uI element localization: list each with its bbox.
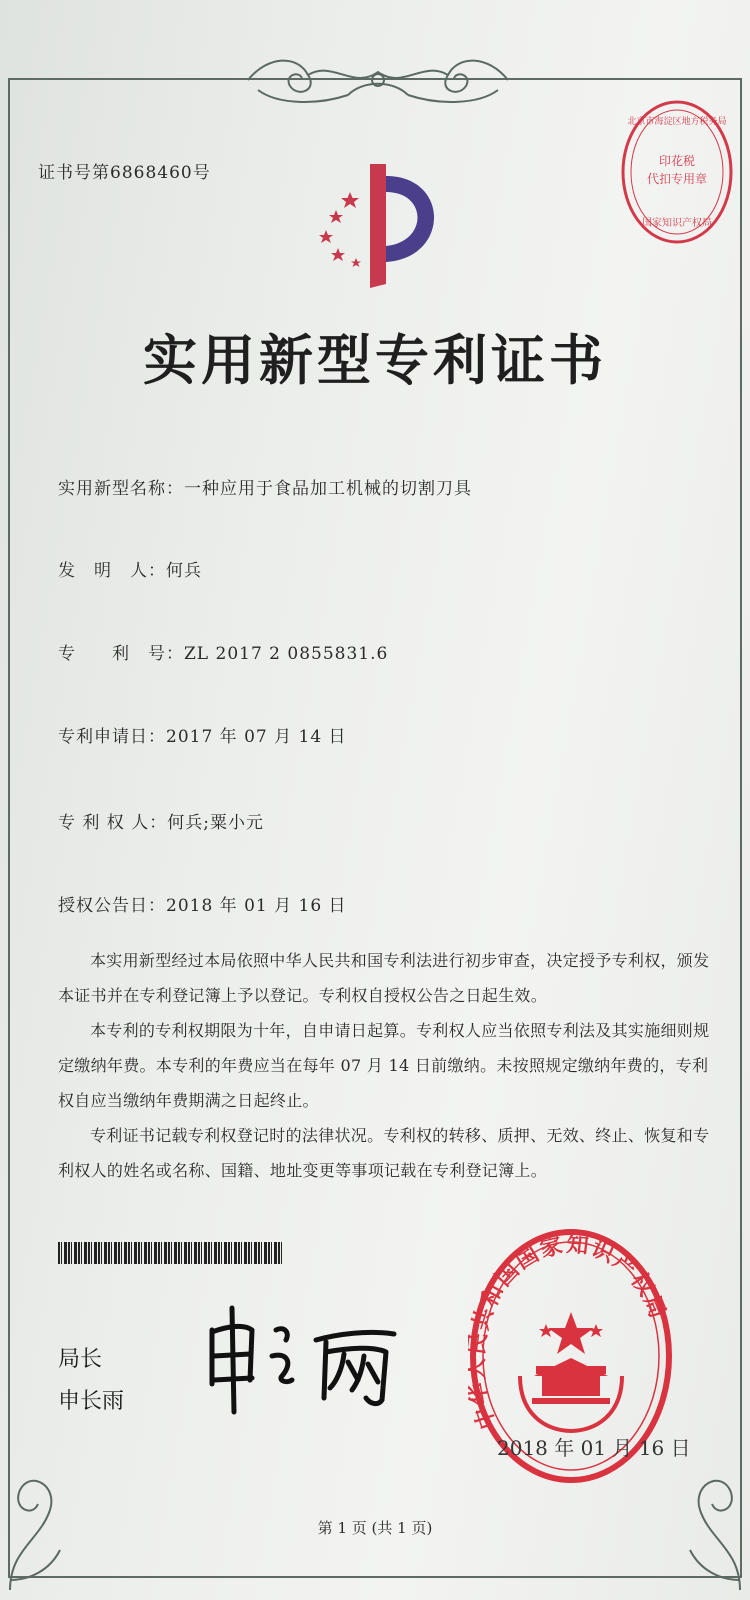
tax-stamp-outer-text: 北京市海淀区地方税务局 xyxy=(627,117,727,127)
certificate-body xyxy=(58,943,720,1188)
frame-right-line xyxy=(740,78,742,1578)
field-utility-model-name xyxy=(58,474,472,499)
seal-ring-text: 中华 共和国国家知识产权局 xyxy=(468,1232,671,1433)
field-value: 何兵 xyxy=(166,561,202,581)
field-label: 专利申请日： xyxy=(58,727,166,747)
tax-stamp-line-2: 代扣专用章 xyxy=(646,172,707,186)
field-value: 2017 年 07 月 14 日 xyxy=(166,727,347,747)
field-grant-date xyxy=(58,891,347,916)
field-inventor xyxy=(58,556,202,581)
field-patentee xyxy=(58,808,264,833)
field-patent-number xyxy=(58,639,388,664)
director-name: 申长雨 xyxy=(58,1389,125,1414)
page-number: 第 1 页 (共 1 页) xyxy=(317,1519,433,1537)
tax-stamp xyxy=(618,96,736,248)
top-ornament xyxy=(238,50,518,110)
tax-stamp-line-3: 国家知识产权局 xyxy=(642,218,712,229)
field-value: 2018 年 01 月 16 日 xyxy=(166,896,347,916)
body-paragraph-1: 本实用新型经过本局依照中华人民共和国专利法进行初步审查，决定授予专利权，颁发本证书并在专利登记簿上予以登记。专利权自授权公告之日起生效。 xyxy=(58,951,710,1005)
field-application-date xyxy=(58,722,347,747)
field-label: 实用新型名称： xyxy=(58,479,184,499)
field-value: ZL 2017 2 0855831.6 xyxy=(184,644,389,664)
field-label: 专 利 权 人： xyxy=(58,813,168,833)
frame-left-line xyxy=(8,78,10,1578)
director-title: 局长 xyxy=(58,1347,103,1372)
certificate-number: 证书号第6868460号 xyxy=(38,163,211,183)
body-paragraph-2: 本专利的专利权期限为十年，自申请日起算。专利权人应当依照专利法及其实施细则规定缴纳年费。本专利的年费应当在每年 07 月 14 日前缴纳。未按照规定缴纳年费的，专利权自应当缴纳年费期满之日起终止。 xyxy=(58,1021,710,1110)
body-paragraph-3: 专利证书记载专利权登记时的法律状况。专利权的转移、质押、无效、终止、恢复和专利权人的姓名或名称、国籍、地址变更等事项记载在专利登记簿上。 xyxy=(58,1126,710,1180)
tax-stamp-line-1: 印花税 xyxy=(658,154,695,168)
field-label: 授权公告日： xyxy=(58,896,166,916)
field-value: 一种应用于食品加工机械的切割刀具 xyxy=(184,479,472,499)
field-label: 专 利 号： xyxy=(58,644,184,664)
frame-bottom-line xyxy=(8,1576,742,1578)
field-label: 发 明 人： xyxy=(58,561,166,581)
corner-ornament-left xyxy=(0,1430,70,1600)
patent-office-logo xyxy=(300,162,450,292)
field-value: 何兵;粟小元 xyxy=(167,813,264,833)
certificate-title: 实用新型专利证书 xyxy=(143,328,607,392)
issue-date: 2018 年 01 月 16 日 xyxy=(497,1436,691,1460)
barcode xyxy=(58,1242,284,1264)
handwritten-signature xyxy=(198,1300,408,1420)
